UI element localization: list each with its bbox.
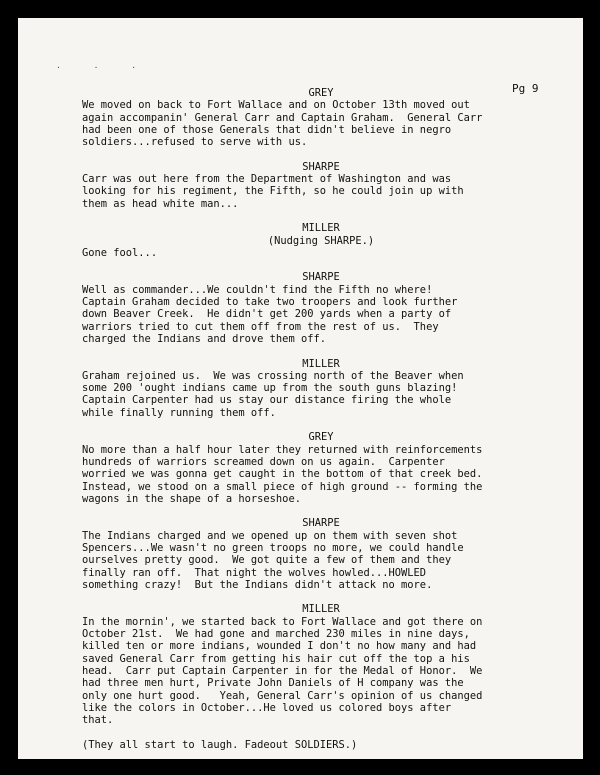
dialogue-block bbox=[82, 431, 540, 505]
dialogue-line: worried we was gonna get caught in the bottom of that creek bed. bbox=[82, 468, 483, 481]
dialogue-line: wagons in the shape of a horseshoe. bbox=[82, 492, 301, 505]
dialogue-block bbox=[82, 271, 540, 345]
dialogue-line: head. Carr put Captain Carpenter in for the Medal of Honor. We bbox=[82, 664, 483, 677]
dialogue-line: had three men hurt, Private John Daniels of H company was the bbox=[82, 677, 464, 690]
dialogue-line: The Indians charged and we opened up on them with seven shot bbox=[82, 529, 458, 542]
dialogue-block bbox=[82, 517, 540, 591]
dialogue-text bbox=[82, 616, 540, 727]
dialogue-line: Instead, we stood on a small piece of high ground -- forming the bbox=[82, 480, 483, 493]
dialogue-line: Graham rejoined us. We was crossing north of the Beaver when bbox=[82, 369, 464, 382]
dialogue-block bbox=[82, 87, 540, 148]
dialogue-text bbox=[82, 530, 540, 591]
dialogue-text bbox=[82, 99, 540, 148]
dialogue-line: had been one of those Generals that didn't believe in negro bbox=[82, 123, 452, 136]
dialogue-line: like the colors in October...He loved us colored boys after bbox=[82, 701, 452, 714]
character-name: SHARPE bbox=[302, 160, 340, 173]
dialogue-line: down Beaver Creek. He didn't get 200 yards when a party of bbox=[82, 308, 452, 321]
dialogue-text bbox=[82, 370, 540, 419]
dialogue-line: soldiers...refused to serve with us. bbox=[82, 136, 308, 149]
dialogue-text bbox=[82, 284, 540, 345]
dialogue-line: saved General Carr from getting his hair cut off the top a his bbox=[82, 652, 470, 665]
dialogue-line: October 21st. We had gone and marched 230 miles in nine days, bbox=[82, 628, 470, 641]
dialogue-line: finally ran off. That night the wolves howled...HOWLED bbox=[82, 566, 427, 579]
character-name: MILLER bbox=[302, 357, 340, 370]
dialogue-line: them as head white man... bbox=[82, 197, 239, 210]
dialogue-block bbox=[82, 358, 540, 419]
character-name: MILLER bbox=[302, 222, 340, 235]
character-name: SHARPE bbox=[302, 271, 340, 284]
dialogue-line: No more than a half hour later they returned with reinforcements bbox=[82, 443, 483, 456]
dialogue-line: ourselves pretty good. We got quite a few of them and they bbox=[82, 554, 452, 567]
dialogue-line: In the mornin', we started back to Fort Wallace and got there on bbox=[82, 615, 483, 628]
dialogue-line: looking for his regiment, the Fifth, so he could join up with bbox=[82, 185, 464, 198]
dialogue-line: Captain Carpenter had us stay our distance firing the whole bbox=[82, 394, 452, 407]
dialogue-text bbox=[82, 173, 540, 210]
dialogue-line: something crazy! But the Indians didn't attack no more. bbox=[82, 578, 433, 591]
dialogue-line: again accompanin' General Carr and Captain Graham. General Carr bbox=[82, 111, 483, 124]
dialogue-line: killed ten or more indians, wounded I don't no how many and had bbox=[82, 640, 477, 653]
dialogue-block bbox=[82, 603, 540, 726]
parenthetical: (Nudging SHARPE.) bbox=[267, 234, 375, 247]
dialogue-block bbox=[82, 222, 540, 259]
dialogue-text bbox=[82, 444, 540, 505]
page-number: Pg 9 bbox=[512, 82, 539, 95]
dialogue-line: We moved on back to Fort Wallace and on October 13th moved out bbox=[82, 99, 470, 112]
dialogue-line: hundreds of warriors screamed down on us again. Carpenter bbox=[82, 455, 445, 468]
character-name: GREY bbox=[308, 87, 334, 99]
dialogue-line: Captain Graham decided to take two troopers and look further bbox=[82, 296, 458, 309]
dialogue-line: some 200 'ought indians came up from the south guns blazing! bbox=[82, 382, 458, 395]
paper-specks: · · · bbox=[56, 63, 151, 72]
script-body bbox=[82, 87, 540, 751]
dialogue-line: while finally running them off. bbox=[82, 406, 276, 419]
dialogue-line: Spencers...We wasn't no green troops no more, we could handle bbox=[82, 541, 464, 554]
dialogue-line: charged the Indians and drove them off. bbox=[82, 332, 326, 345]
character-name: SHARPE bbox=[302, 517, 340, 530]
stage-direction: (They all start to laugh. Fadeout SOLDIERS.) bbox=[82, 738, 358, 751]
dialogue-line: that. bbox=[82, 714, 114, 727]
dialogue-line: only one hurt good. Yeah, General Carr's opinion of us changed bbox=[82, 689, 483, 702]
character-name: MILLER bbox=[302, 603, 340, 616]
dialogue-line: warriors tried to cut them off from the rest of us. They bbox=[82, 320, 439, 333]
dialogue-block bbox=[82, 161, 540, 210]
dialogue-line: Carr was out here from the Department of Washington and was bbox=[82, 173, 452, 186]
dialogue-text bbox=[82, 247, 540, 259]
character-name: GREY bbox=[308, 431, 334, 444]
dialogue-line: Well as commander...We couldn't find the Fifth no where! bbox=[82, 283, 433, 296]
dialogue-line: Gone fool... bbox=[82, 246, 158, 259]
